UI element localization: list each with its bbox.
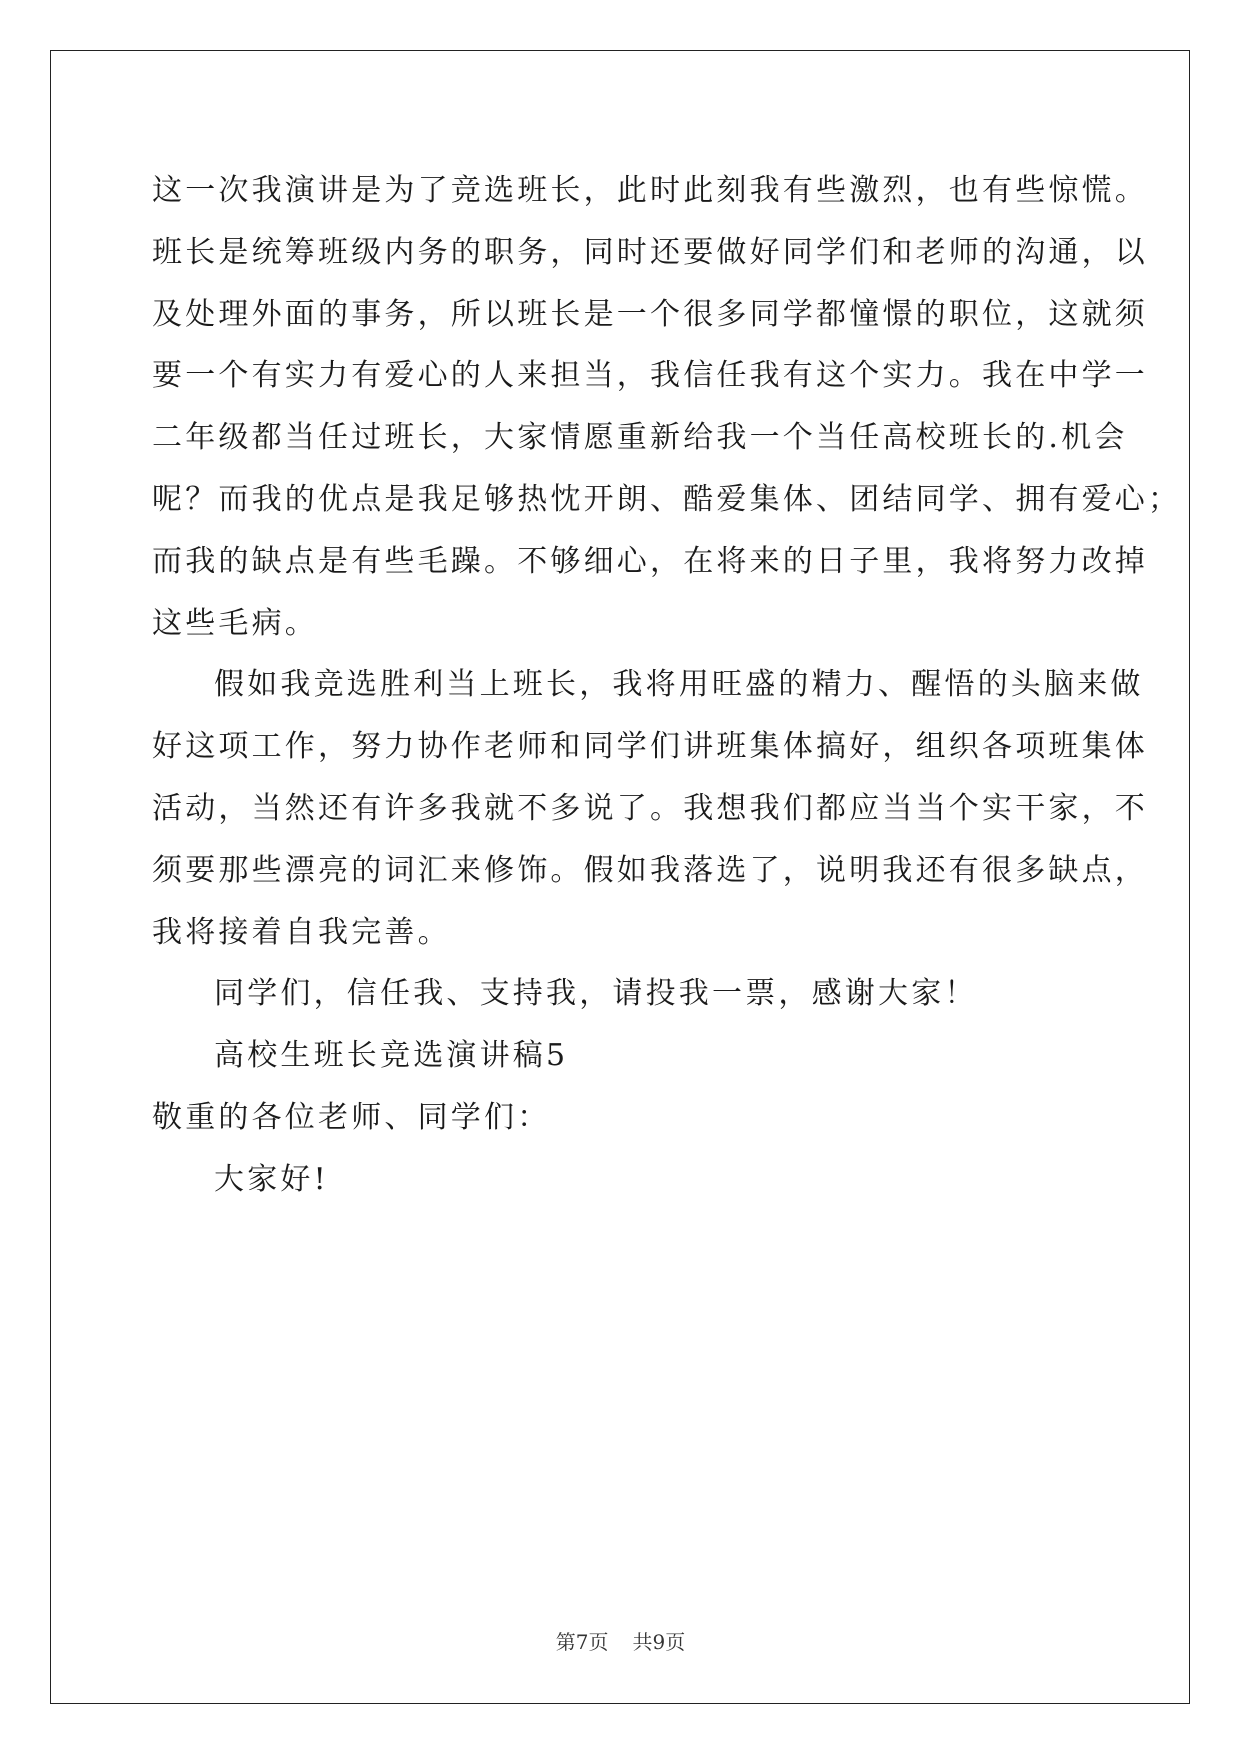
paragraph-line: 好这项工作，努力协作老师和同学们讲班集体搞好，组织各项班集体 [152, 729, 1148, 765]
paragraph-line: 这些毛病。 [152, 605, 318, 641]
paragraph-line: 而我的缺点是有些毛躁。不够细心，在将来的日子里，我将努力改掉 [152, 543, 1148, 579]
paragraph-line: 呢？而我的优点是我足够热忱开朗、酷爱集体、团结同学、拥有爱心； [152, 481, 1182, 517]
paragraph-line: 假如我竞选胜利当上班长，我将用旺盛的精力、醒悟的头脑来做 [214, 667, 1144, 703]
greeting: 大家好! [214, 1161, 329, 1197]
paragraph-line: 二年级都当任过班长，大家情愿重新给我一个当任高校班长的.机会 [152, 420, 1128, 456]
paragraph-line: 要一个有实力有爱心的人来担当，我信任我有这个实力。我在中学一 [152, 358, 1148, 394]
page-footer [0, 1626, 1241, 1655]
page-number: 第7页 [555, 1630, 609, 1654]
document-body [152, 160, 1182, 1211]
paragraph-line: 及处理外面的事务，所以班长是一个很多同学都憧憬的职位，这就须 [152, 296, 1148, 332]
salutation: 敬重的各位老师、同学们： [152, 1099, 551, 1135]
section-heading: 高校生班长竞选演讲稿5 [214, 1038, 569, 1074]
paragraph-line: 须要那些漂亮的词汇来修饰。假如我落选了，说明我还有很多缺点， [152, 852, 1148, 888]
paragraph-line: 我将接着自我完善。 [152, 914, 451, 950]
page-total: 共9页 [632, 1630, 686, 1654]
paragraph-line: 这一次我演讲是为了竞选班长，此时此刻我有些激烈，也有些惊慌。 [152, 173, 1148, 208]
paragraph-line: 活动，当然还有许多我就不多说了。我想我们都应当当个实干家，不 [152, 790, 1148, 826]
paragraph-line: 班长是统筹班级内务的职务，同时还要做好同学们和老师的沟通，以 [152, 234, 1148, 270]
paragraph-line: 同学们，信任我、支持我，请投我一票，感谢大家！ [214, 976, 978, 1012]
